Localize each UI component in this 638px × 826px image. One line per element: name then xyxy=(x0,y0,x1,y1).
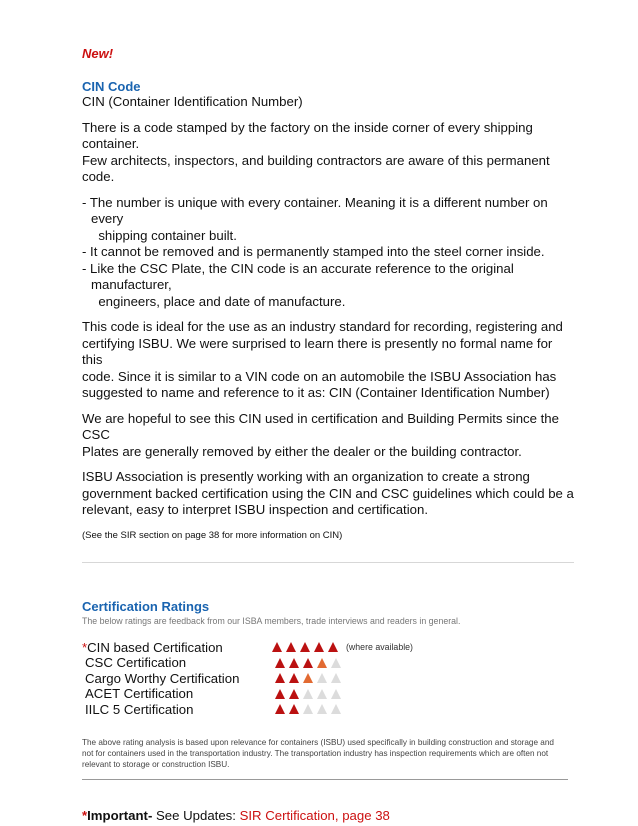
rating-triangles xyxy=(275,689,345,699)
rating-triangle-icon xyxy=(303,689,313,699)
footnote-line: not for containers used in the transportation industry. The transportation industry has inspection requirements which are often not xyxy=(82,749,549,759)
cin-bullets xyxy=(82,195,574,311)
rating-triangle-icon xyxy=(331,658,341,668)
rating-triangle-icon xyxy=(303,673,313,683)
paragraph-line: Plates are generally removed by either the dealer or the building contractor. xyxy=(82,443,522,459)
important-text: See Updates: xyxy=(152,807,240,823)
document-page xyxy=(82,46,574,823)
important-note xyxy=(82,808,574,823)
certification-heading: Certification Ratings xyxy=(82,598,210,614)
sir-certification-link[interactable]: SIR Certification, page 38 xyxy=(239,807,390,823)
paragraph-line: certifying ISBU. We were surprised to learn there is presently no formal name for this xyxy=(82,335,553,367)
cin-paragraph-2 xyxy=(82,411,574,461)
paragraph-line: This code is ideal for the use as an industry standard for recording, registering and xyxy=(82,319,563,334)
bullet-item: - Like the CSC Plate, the CIN code is an accurate reference to the original manufacturer, engineers, place and date of manufacture. xyxy=(82,260,514,309)
bullet-item: - It cannot be removed and is permanently stamped into the steel corner inside. xyxy=(82,244,545,259)
rating-triangle-icon xyxy=(275,704,285,714)
rating-triangle-icon xyxy=(317,689,327,699)
rating-triangle-icon xyxy=(272,642,282,652)
rating-triangle-icon xyxy=(317,673,327,683)
rating-row xyxy=(82,655,574,671)
rating-label-text: IILC 5 Certification xyxy=(85,701,194,717)
rating-label xyxy=(82,655,275,670)
cin-paragraph-1 xyxy=(82,319,574,402)
rating-triangles xyxy=(275,673,345,683)
rating-triangle-icon xyxy=(317,658,327,668)
rating-triangle-icon xyxy=(328,642,338,652)
rating-extra: (where available) xyxy=(346,642,413,653)
rating-label xyxy=(82,702,275,717)
rating-row xyxy=(82,671,574,687)
rating-triangle-icon xyxy=(331,689,341,699)
paragraph-line: government backed certification using the CIN and CSC guidelines which could be a xyxy=(82,485,574,501)
cin-subtitle: CIN (Container Identification Number) xyxy=(82,94,303,109)
rating-triangle-icon xyxy=(303,658,313,668)
rating-triangle-icon xyxy=(289,658,299,668)
rating-triangle-icon xyxy=(314,642,324,652)
paragraph-line: ISBU Association is presently working with an organization to create a strong xyxy=(82,469,530,484)
important-label: Important- xyxy=(87,807,153,823)
rating-triangle-icon xyxy=(275,658,285,668)
paragraph-line: suggested to name and reference to it as: CIN (Container Identification Number) xyxy=(82,385,550,400)
rating-triangle-icon xyxy=(275,673,285,683)
footnote-line: The above rating analysis is based upon relevance for containers (ISBU) used specifically in building construction and storage and xyxy=(82,738,554,747)
rating-label-text: Cargo Worthy Certification xyxy=(85,670,240,686)
bullet-item: - The number is unique with every container. Meaning it is a different number on every shipping container built. xyxy=(82,194,548,243)
rating-label-text: CIN based Certification xyxy=(87,639,223,655)
rating-triangles xyxy=(272,642,413,652)
rating-triangle-icon xyxy=(275,689,285,699)
intro-line: There is a code stamped by the factory on the inside corner of every shipping container. xyxy=(82,119,533,151)
rating-triangle-icon xyxy=(289,673,299,683)
rating-triangle-icon xyxy=(289,704,299,714)
paragraph-line: code. Since it is similar to a VIN code on an automobile the ISBU Association has xyxy=(82,368,557,384)
rating-triangle-icon xyxy=(286,642,296,652)
rating-triangles xyxy=(275,704,345,714)
paragraph-line: relevant, easy to interpret ISBU inspection and certification. xyxy=(82,502,428,517)
cin-heading: CIN Code xyxy=(82,79,141,94)
rating-triangles xyxy=(275,658,345,668)
rating-triangle-icon xyxy=(300,642,310,652)
section-divider xyxy=(82,562,574,563)
certification-subtitle: The below ratings are feedback from our ISBA members, trade interviews and readers in general. xyxy=(82,615,461,626)
cin-note: (See the SIR section on page 38 for more information on CIN) xyxy=(82,529,343,541)
rating-triangle-icon xyxy=(317,704,327,714)
paragraph-line: We are hopeful to see this CIN used in certification and Building Permits since the CSC xyxy=(82,410,559,442)
rating-row xyxy=(82,702,574,718)
rating-label xyxy=(82,640,272,655)
cin-paragraph-3 xyxy=(82,469,574,519)
rating-label xyxy=(82,671,275,686)
rating-triangle-icon xyxy=(289,689,299,699)
important-asterisk: * xyxy=(82,807,88,823)
ratings-footnote xyxy=(82,737,574,771)
cin-intro xyxy=(82,120,574,186)
rating-row xyxy=(82,640,574,656)
rating-triangle-icon xyxy=(331,704,341,714)
rating-label xyxy=(82,686,275,701)
footnote-underline xyxy=(82,779,568,780)
rating-row xyxy=(82,686,574,702)
rating-asterisk: * xyxy=(82,639,88,655)
rating-label-text: ACET Certification xyxy=(85,686,194,702)
new-label: New! xyxy=(82,46,114,61)
rating-triangle-icon xyxy=(303,704,313,714)
ratings-list xyxy=(82,640,574,718)
rating-label-text: CSC Certification xyxy=(85,655,187,671)
footnote-line: relevant to storage or construction ISBU. xyxy=(82,760,230,770)
intro-line: Few architects, inspectors, and building contractors are aware of this permanent code. xyxy=(82,152,550,184)
rating-triangle-icon xyxy=(331,673,341,683)
